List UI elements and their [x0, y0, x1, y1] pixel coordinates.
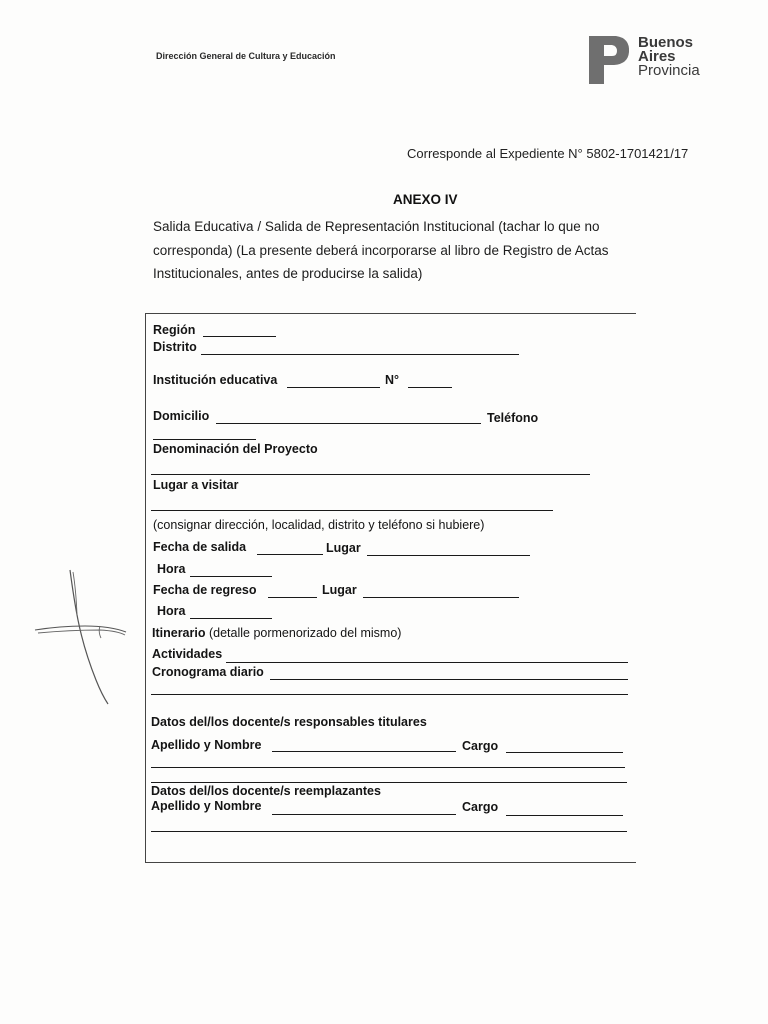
field-lugar-visitar[interactable]: [151, 510, 553, 511]
province-logo-icon: [586, 32, 632, 88]
header-organization: Dirección General de Cultura y Educación: [156, 51, 336, 61]
field-distrito[interactable]: [201, 354, 519, 355]
label-telefono: Teléfono: [487, 411, 539, 425]
label-institucion: Institución educativa: [153, 373, 278, 387]
label-proyecto: Denominación del Proyecto: [153, 442, 318, 456]
intro-line: corresponda) (La presente deberá incorporarse al libro de Registro de Actas: [153, 242, 609, 258]
field-cronograma-extra[interactable]: [151, 694, 628, 695]
field-apellido-nombre-titular[interactable]: [272, 751, 456, 752]
label-docentes-reemplazantes: Datos del/los docente/s reemplazantes: [151, 784, 381, 798]
field-cargo-reemplazante[interactable]: [506, 815, 623, 816]
label-lugar-visitar: Lugar a visitar: [153, 478, 239, 492]
label-lugar-salida: Lugar: [326, 541, 361, 555]
logo-line-provincia: Provincia: [638, 62, 700, 79]
field-fecha-salida[interactable]: [257, 554, 323, 555]
field-apellido-nombre-reemplazante[interactable]: [272, 814, 456, 815]
field-titular-extra-1[interactable]: [151, 767, 625, 768]
logo-wordmark: [638, 36, 700, 78]
field-fecha-regreso[interactable]: [268, 597, 317, 598]
label-docentes-titulares: Datos del/los docente/s responsables titulares: [151, 715, 427, 729]
consignar-note: (consignar dirección, localidad, distrito y teléfono si hubiere): [153, 518, 485, 532]
buenos-aires-logo: [586, 30, 716, 90]
label-numero: N°: [385, 373, 400, 387]
field-reemplazante-extra[interactable]: [151, 831, 627, 832]
label-hora-salida: Hora: [157, 562, 186, 576]
label-hora-regreso: Hora: [157, 604, 186, 618]
field-lugar-regreso[interactable]: [363, 597, 519, 598]
label-fecha-regreso: Fecha de regreso: [153, 583, 257, 597]
label-cronograma: Cronograma diario: [152, 665, 264, 679]
intro-paragraph: [153, 215, 653, 286]
field-domicilio[interactable]: [216, 423, 481, 424]
expediente-reference: Corresponde al Expediente N° 5802-1701421/17: [407, 146, 689, 161]
field-hora-regreso[interactable]: [190, 618, 272, 619]
label-fecha-salida: Fecha de salida: [153, 540, 247, 554]
label-cargo-reemplazante: Cargo: [462, 800, 499, 814]
logo-line-buenos: Buenos: [638, 34, 694, 51]
logo-line-aires: Aires: [638, 48, 676, 65]
field-telefono[interactable]: [153, 439, 256, 440]
label-region: Región: [153, 323, 196, 337]
field-lugar-salida[interactable]: [367, 555, 530, 556]
label-domicilio: Domicilio: [153, 409, 210, 423]
field-titular-extra-2[interactable]: [151, 782, 627, 783]
label-distrito: Distrito: [153, 340, 197, 354]
label-actividades: Actividades: [152, 647, 223, 661]
handwritten-signature: [30, 560, 130, 710]
label-lugar-regreso: Lugar: [322, 583, 357, 597]
itinerario-label-text: Itinerario: [152, 626, 206, 640]
field-hora-salida[interactable]: [190, 576, 272, 577]
label-cargo-titular: Cargo: [462, 739, 499, 753]
intro-line: Salida Educativa / Salida de Representación Institucional (tachar lo que no: [153, 219, 600, 234]
document-title: ANEXO IV: [393, 192, 458, 207]
field-proyecto[interactable]: [151, 474, 590, 475]
field-institucion[interactable]: [287, 387, 380, 388]
field-region[interactable]: [203, 336, 276, 337]
label-apellido-nombre-reemplazante: Apellido y Nombre: [151, 799, 262, 813]
label-itinerario: [152, 626, 401, 640]
field-numero[interactable]: [408, 387, 452, 388]
label-apellido-nombre-titular: Apellido y Nombre: [151, 738, 262, 752]
field-actividades[interactable]: [226, 662, 628, 663]
field-cronograma[interactable]: [270, 679, 628, 680]
field-cargo-titular[interactable]: [506, 752, 623, 753]
itinerario-note: (detalle pormenorizado del mismo): [208, 626, 402, 640]
intro-line: Institucionales, antes de producirse la salida): [153, 266, 423, 281]
